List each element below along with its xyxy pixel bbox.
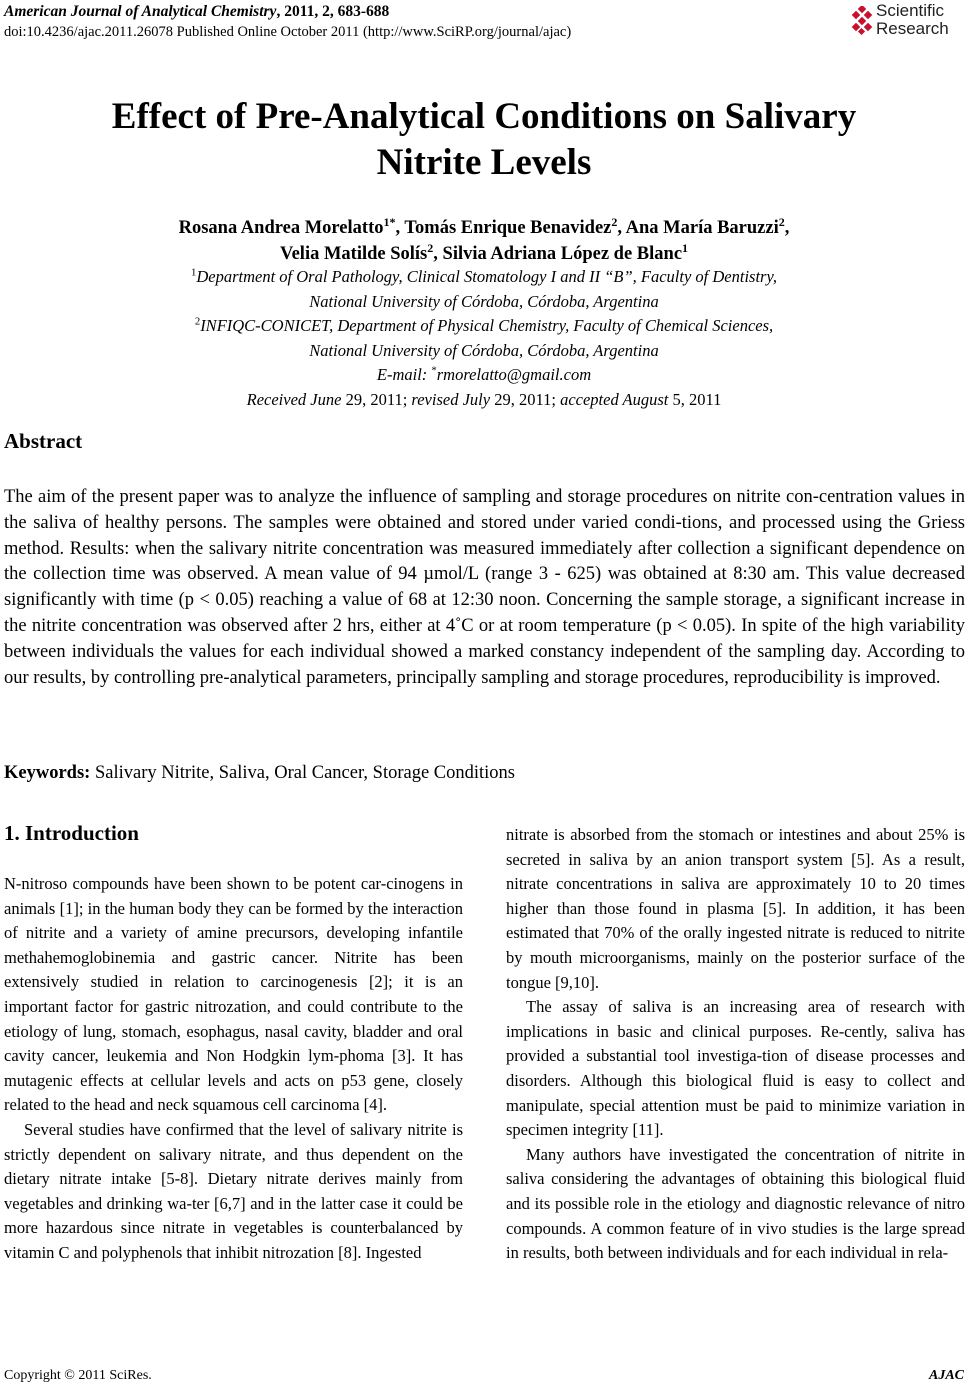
doi-line[interactable]: doi:10.4236/ajac.2011.26078 Published Online October 2011 (http://www.SciRP.org/journal/ajac) (4, 24, 572, 40)
keywords-text: Salivary Nitrite, Saliva, Oral Cancer, Storage Conditions (90, 763, 515, 783)
author-affiliation-mark: 1* (383, 214, 396, 229)
author-affiliation-mark: 2 (778, 214, 785, 229)
corresponding-email: E-mail: *rmorelatto@gmail.com (376, 364, 592, 384)
author-name: Velia Matilde Solís (279, 244, 428, 264)
paragraph: Several studies have confirmed that the level of salivary nitrite is strictly dependent on salivary nitrate, and thus dependent on the dietary nitrate intake [5-8]. Dietary nitrate derives mainly from vegetables and drinking wa-ter [6,7] and in the latter case it could be more hazardous since nitrate in vegetables is counterbalanced by vitamin C and polyphenols that inhibit nitrozation [8]. Ingested (4, 1119, 463, 1262)
email-link[interactable]: rmorelatto@gmail.com (436, 365, 592, 384)
publisher-logo-text (876, 2, 949, 38)
affiliation-mark: 1 (190, 266, 197, 279)
paragraph: The assay of saliva is an increasing area of research with implications in basic and clinical purposes. Re-cently, saliva has provided a substantial tool investiga-tion of disease processes and disorders. Although this biological fluid is easy to collect and manipulate, special attention must be paid to minimize variation in specimen integrity [11]. (506, 997, 965, 1140)
author-name: , Tomás Enrique Benavidez (395, 218, 612, 238)
title-line-2: Nitrite Levels (376, 142, 592, 183)
publisher-logo (848, 2, 966, 42)
author-separator: , (784, 218, 790, 238)
author-list (0, 215, 968, 267)
author-name: , Ana María Baruzzi (617, 218, 779, 238)
title-line-1: Effect of Pre-Analytical Conditions on Salivary (111, 96, 857, 137)
abstract-text: The aim of the present paper was to analyze the influence of sampling and storage procedures on nitrite con-centration values in the saliva of healthy persons. The samples were obtained and stored under varied condi-tions, and processed using the Griess method. Results: when the salivary nitrite concentration was measured immediately after collection a significant dependence on the collection time was observed. A mean value of 94 µmol/L (range 3 - 625) was obtained at 8:30 am. This value decreased significantly with time (p < 0.05) reaching a value of 68 at 12:30 noon. Concerning the sample storage, a significant increase in the nitrite concentration was observed after 2 hrs, either at 4˚C or at room temperature (p < 0.05). In spite of the high variability between individuals the values for each individual showed a marked constancy independent of the sampling day. According to our results, by controlling pre-analytical parameters, principally sampling and storage procedures, reproducibility is improved. (4, 487, 965, 688)
author-line-2 (0, 241, 968, 267)
dates-line: Received June 29, 2011; revised July 29, 2011; accepted August 5, 2011 (246, 389, 722, 409)
affiliations (0, 265, 968, 412)
affiliation-1-line-1: $^1$Department of Oral Pathology, Clinical Stomatology I and II “B”, Faculty of Dentistry, (190, 266, 778, 286)
logo-line-1: Scientific (876, 1, 945, 20)
paragraph: N-nitroso compounds have been shown to be potent car-cinogens in animals [1]; in the human body they can be formed by the interaction of nitrite and a variety of amine precursors, developing infantile methahemoglobinemia and gastric cancer. Nitrite has been extensively studied in relation to carcinogenesis [2]; it is an important factor for gastric nitrozation, and could contribute to the etiology of lung, stomach, esophagus, nasal cavity, bladder and oral cavity cancer, leukemia and Non Hodgkin lym-phoma [3]. It has mutagenic effects at cellular levels and acts on p53 gene, closely related to the head and neck squamous cell carcinoma [4]. (4, 874, 463, 1115)
footer-journal-abbr: AJAC (928, 1368, 964, 1383)
section-heading-introduction: 1. Introduction (4, 821, 139, 845)
paragraph: nitrate is absorbed from the stomach or intestines and about 25% is secreted in saliva by an anion transport system [5]. As a result, nitrate concentrations in saliva are approximately 10 to 20 times higher than those found in plasma [5]. In addition, it has been estimated that 70% of the orally ingested nitrate is reduced to nitrite by mouth microorganisms, mainly on the posterior surface of the tongue [9,10]. (506, 825, 965, 992)
right-column (506, 823, 965, 1266)
affiliation-2-line-2: National University of Córdoba, Córdoba, Argentina (309, 340, 659, 360)
journal-header (4, 3, 389, 21)
affiliation-1-line-2: National University of Córdoba, Córdoba, Argentina (309, 291, 659, 311)
footer-copyright: Copyright © 2011 SciRes. (4, 1368, 152, 1383)
journal-name: American Journal of Analytical Chemistry (4, 3, 277, 20)
logo-line-2: Research (876, 19, 949, 38)
abstract-heading: Abstract (4, 429, 83, 453)
left-column (4, 872, 463, 1266)
author-affiliation-mark: 1 (682, 240, 689, 255)
keywords (4, 763, 515, 784)
publisher-logo-icon (848, 6, 874, 36)
author-name: Rosana Andrea Morelatto (178, 218, 384, 238)
journal-volume: , 2011, 2, 683-688 (276, 3, 390, 20)
affiliation-mark: 2 (194, 315, 201, 328)
author-affiliation-mark: 2 (427, 240, 434, 255)
author-name: , Silvia Adriana López de Blanc (433, 244, 683, 264)
author-line-1 (0, 215, 968, 241)
keywords-label: Keywords: (4, 763, 91, 783)
paper-title (0, 94, 968, 186)
author-affiliation-mark: 2 (611, 214, 618, 229)
paragraph: Many authors have investigated the concentration of nitrite in saliva considering the advantages of obtaining this biological fluid and its possible role in the etiology and diagnostic relevance of nitro compounds. A common feature of in vivo studies is the large spread in results, both between individuals and for each individual in rela- (506, 1144, 965, 1263)
affiliation-2-line-1: $^2$INFIQC-CONICET, Department of Physical Chemistry, Faculty of Chemical Sciences, (194, 315, 774, 335)
